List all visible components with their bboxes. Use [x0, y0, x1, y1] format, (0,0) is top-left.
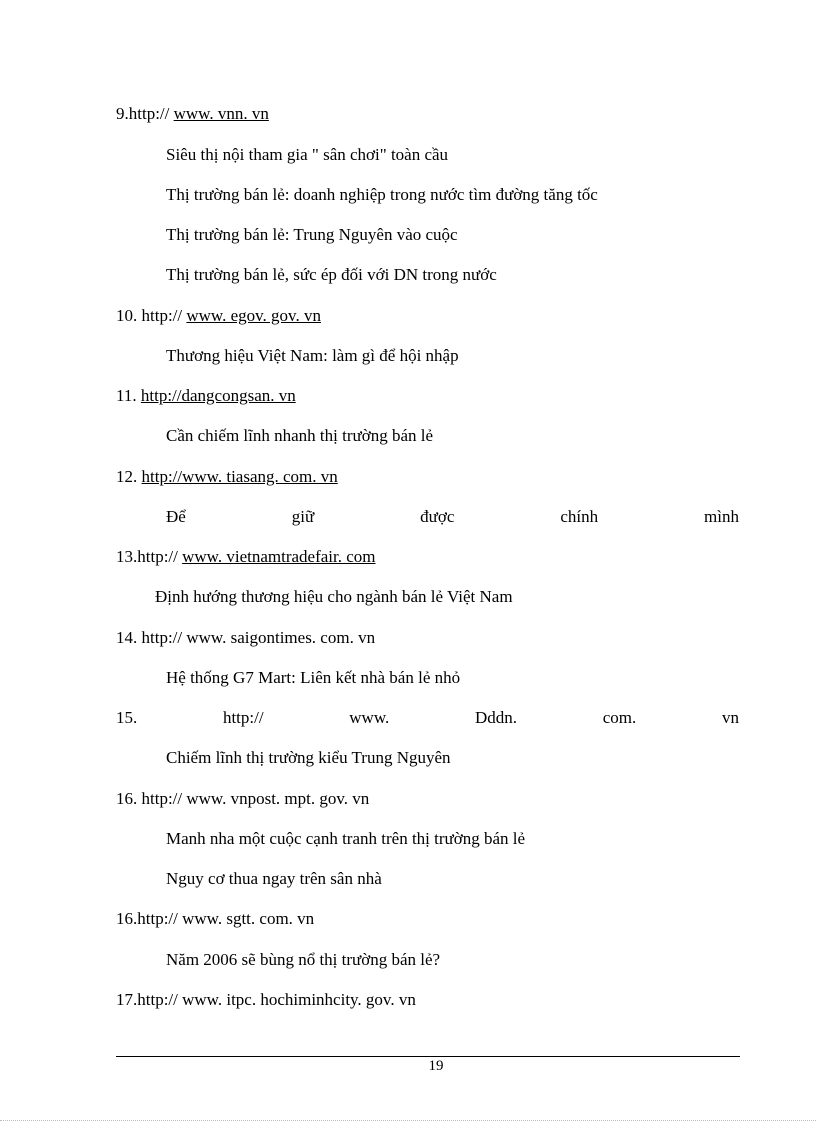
ref-15-part: http://: [222, 708, 264, 727]
ref-9-link[interactable]: www. vnn. vn: [173, 104, 269, 123]
ref-12: [116, 466, 338, 488]
ref-9-title-2: Thị trường bán lẻ: doanh nghiệp trong nước tìm đường tăng tốc: [166, 185, 598, 204]
ref-10-link[interactable]: www. egov. gov. vn: [186, 306, 321, 325]
ref-12-word: Để: [166, 507, 186, 526]
ref-14: 14. http:// www. saigontimes. com. vn: [116, 628, 376, 647]
ref-9: [116, 103, 269, 125]
ref-12-link[interactable]: http://www. tiasang. com. vn: [141, 467, 338, 486]
ref-13-title-1: Định hướng thương hiệu cho ngành bán lẻ Việt Nam: [155, 587, 513, 606]
ref-11-link[interactable]: http://dangcongsan. vn: [140, 386, 296, 405]
page-number: 19: [428, 1058, 444, 1074]
ref-16a: 16. http:// www. vnpost. mpt. gov. vn: [116, 789, 370, 808]
ref-16a-title-1: Manh nha một cuộc cạnh tranh trên thị trường bán lẻ: [166, 829, 526, 848]
ref-12-word: giữ: [291, 507, 315, 526]
ref-15: [116, 707, 739, 729]
ref-16b-title-1: Năm 2006 sẽ bùng nổ thị trường bán lẻ?: [166, 950, 441, 969]
footer-rule: [116, 1056, 740, 1057]
ref-10-number: 10. http://: [116, 306, 183, 325]
ref-11-title-1: Cần chiếm lĩnh nhanh thị trường bán lẻ: [166, 426, 434, 445]
ref-12-word: được: [420, 507, 455, 526]
ref-9-title-4: Thị trường bán lẻ, sức ép đối với DN trong nước: [166, 265, 497, 284]
ref-10-title-1: Thương hiệu Việt Nam: làm gì để hội nhập: [166, 346, 459, 365]
ref-12-title-1: [166, 506, 739, 528]
ref-15-part: Dddn.: [474, 708, 517, 727]
ref-15-part: 15.: [116, 708, 138, 727]
ref-10: [116, 305, 321, 327]
ref-13-link[interactable]: www. vietnamtradefair. com: [182, 547, 376, 566]
ref-9-title-3: Thị trường bán lẻ: Trung Nguyên vào cuộc: [166, 225, 458, 244]
ref-12-word: chính: [560, 507, 599, 526]
ref-11-number: 11.: [116, 386, 137, 405]
ref-16b: 16.http:// www. sgtt. com. vn: [116, 909, 315, 928]
ref-12-number: 12.: [116, 467, 138, 486]
ref-9-number: 9.http://: [116, 104, 170, 123]
ref-15-title-1: Chiếm lĩnh thị trường kiểu Trung Nguyên: [166, 748, 451, 767]
ref-15-part: com.: [602, 708, 637, 727]
ref-14-title-1: Hệ thống G7 Mart: Liên kết nhà bán lẻ nhỏ: [166, 668, 461, 687]
ref-13-number: 13.http://: [116, 547, 178, 566]
ref-15-part: vn: [721, 708, 739, 727]
ref-17: 17.http:// www. itpc. hochiminhcity. gov. vn: [116, 990, 416, 1009]
ref-13: [116, 546, 376, 568]
ref-15-part: www.: [349, 708, 390, 727]
page-edge: [0, 1120, 816, 1121]
ref-9-title-1: Siêu thị nội tham gia " sân chơi" toàn cầu: [166, 145, 449, 164]
ref-11: [116, 385, 296, 407]
ref-12-word: mình: [704, 507, 739, 526]
ref-16a-title-2: Nguy cơ thua ngay trên sân nhà: [166, 869, 382, 888]
